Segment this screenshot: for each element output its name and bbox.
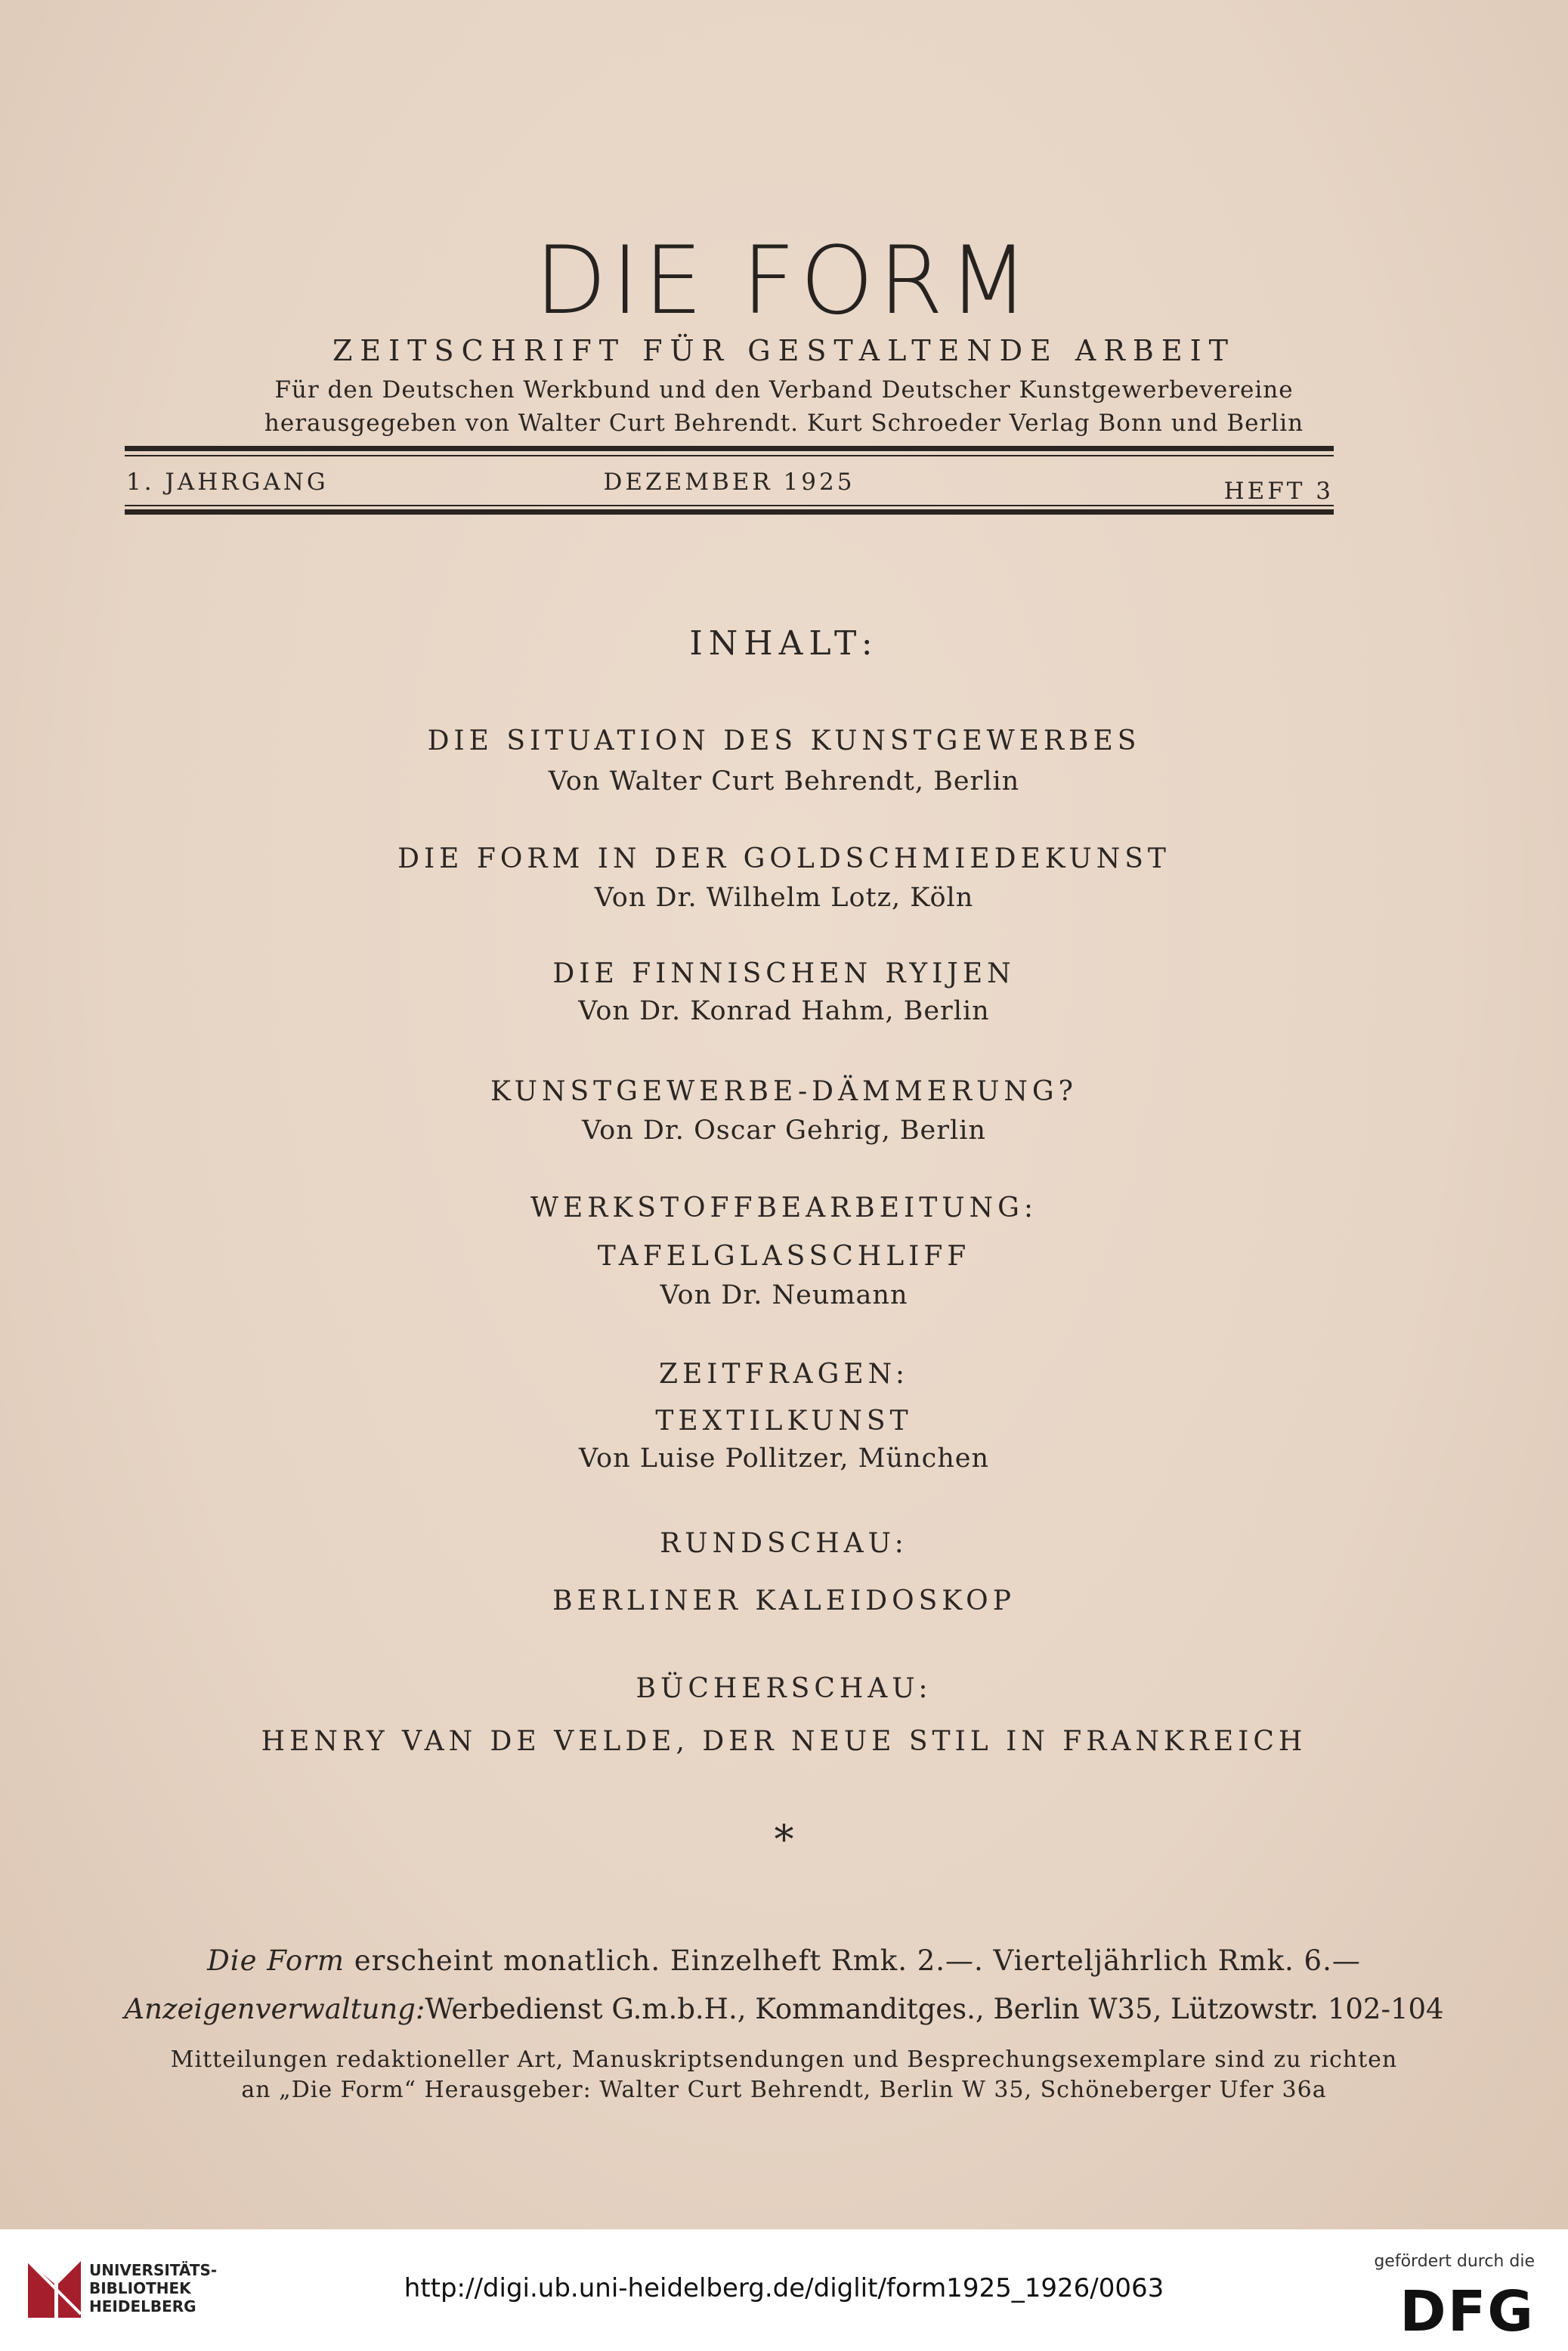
editorial-note-line-2: an „Die Form“ Herausgeber: Walter Curt Behrendt, Berlin W 35, Schöneberger Ufer 36a (241, 2077, 1327, 2103)
dfg-logo: DFG (1399, 2279, 1535, 2344)
digitization-bar (0, 2229, 1568, 2351)
advertising-note-italic: Anzeigenverwaltung: (124, 1993, 425, 2025)
permalink-url[interactable]: http://digi.ub.uni-heidelberg.de/diglit/form1925_1926/0063 (404, 2273, 1164, 2303)
editorial-note (0, 2045, 1568, 2105)
toc-section-label: WERKSTOFFBEARBEITUNG: (530, 1193, 1038, 1223)
library-name-line-3: HEIDELBERG (89, 2297, 196, 2315)
bottom-rule-thin (125, 505, 1334, 506)
issue-date: DEZEMBER 1925 (603, 469, 855, 496)
toc-section-label: RUNDSCHAU: (660, 1528, 908, 1559)
toc-entry-title: BERLINER KALEIDOSKOP (552, 1585, 1016, 1616)
toc-entry-title: DIE SITUATION DES KUNSTGEWERBES (427, 725, 1141, 756)
editor-info (0, 373, 1568, 440)
editor-line-2: herausgegeben von Walter Curt Behrendt. Kurt Schroeder Verlag Bonn und Berlin (264, 410, 1304, 437)
funder-label: gefördert durch die (1374, 2252, 1535, 2271)
advertising-note-text: Werbedienst G.m.b.H., Kommanditges., Berlin W35, Lützowstr. 102-104 (425, 1993, 1444, 2025)
publication-note (0, 1944, 1568, 1977)
advertising-note (0, 1993, 1568, 2025)
toc-section-label: BÜCHERSCHAU: (636, 1673, 932, 1704)
top-rule-thick (125, 446, 1334, 451)
toc-section-label: ZEITFRAGEN: (659, 1359, 909, 1390)
toc-entry-author: Von Dr. Oscar Gehrig, Berlin (582, 1115, 986, 1146)
toc-entry-author: Von Luise Pollitzer, München (578, 1443, 990, 1474)
issue-number: HEFT 3 (1223, 478, 1334, 505)
toc-entry-title: DIE FORM IN DER GOLDSCHMIEDEKUNST (397, 843, 1171, 874)
bottom-rule-thick (125, 509, 1334, 515)
toc-entry-author: Von Walter Curt Behrendt, Berlin (548, 766, 1020, 797)
editorial-note-line-1: Mitteilungen redaktioneller Art, Manuskriptsendungen und Besprechungsexemplare sind zu richten (170, 2046, 1398, 2073)
toc-entry-title: HENRY VAN DE VELDE, DER NEUE STIL IN FRANKREICH (261, 1726, 1307, 1757)
toc-entry-title: TEXTILKUNST (655, 1406, 913, 1437)
toc-entry-author: Von Dr. Neumann (660, 1280, 908, 1310)
library-name-line-2: BIBLIOTHEK (89, 2279, 191, 2297)
toc-entry-title: TAFELGLASSCHLIFF (597, 1241, 971, 1272)
volume-label: 1. JAHRGANG (126, 469, 329, 496)
issue-info-row (125, 462, 1334, 505)
toc-entry-author: Von Dr. Wilhelm Lotz, Köln (594, 883, 974, 913)
separator-asterisk: * (774, 1817, 794, 1863)
publication-note-italic: Die Form (207, 1944, 345, 1977)
toc-entry-title: KUNSTGEWERBE-DÄMMERUNG? (490, 1076, 1078, 1107)
journal-subtitle: ZEITSCHRIFT FÜR GESTALTENDE ARBEIT (332, 334, 1236, 367)
toc-entry-title: DIE FINNISCHEN RYIJEN (552, 958, 1016, 989)
journal-title: DIE FORM (534, 227, 1034, 336)
toc-entry-author: Von Dr. Konrad Hahm, Berlin (578, 996, 990, 1026)
top-rule-thin (125, 455, 1334, 456)
editor-line-1: Für den Deutschen Werkbund und den Verband Deutscher Kunstgewerbevereine (274, 376, 1294, 404)
publication-note-text: erscheint monatlich. Einzelheft Rmk. 2.—. Vierteljährlich Rmk. 6.— (344, 1944, 1361, 1977)
toc-heading: INHALT: (689, 624, 879, 663)
library-name-line-1: UNIVERSITÄTS- (89, 2261, 218, 2279)
